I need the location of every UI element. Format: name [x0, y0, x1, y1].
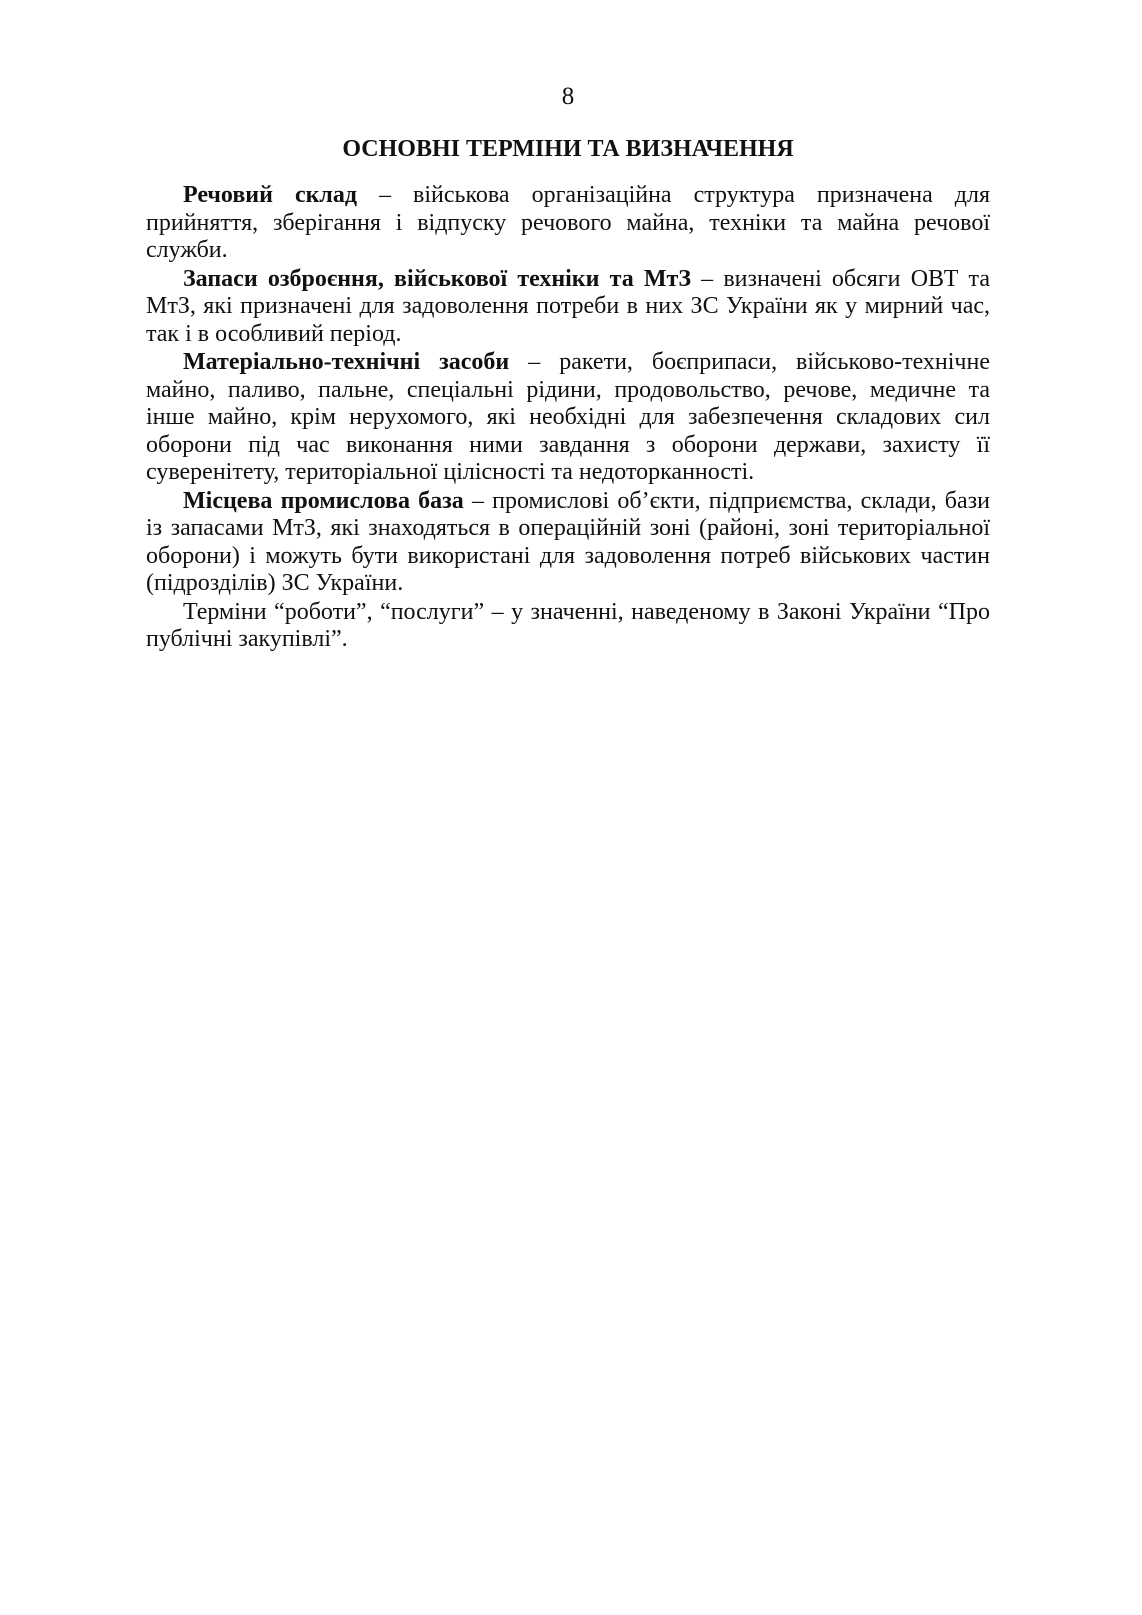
page-title: ОСНОВНІ ТЕРМІНИ ТА ВИЗНАЧЕННЯ — [342, 136, 794, 162]
definition-term: Речовий склад — [183, 182, 358, 208]
definition-text: – визначені обсяги ОВТ та МтЗ, які призначені для задоволення потреби в них ЗС України як у мирний час, так і в особливий період. — [146, 265, 990, 347]
definition-term: Матеріально-технічні засоби — [183, 349, 510, 375]
definition-text: – військова організаційна структура призначена для прийняття, зберігання і відпуску речового майна, техніки та майна речової служби. — [146, 182, 990, 263]
definition-text: – промислові об’єкти, підприємства, склади, бази із запасами МтЗ, які знаходяться в операційній зоні (районі, зоні територіальної оборони) і можуть бути використані для задоволення потреб військових частин (підрозділів) ЗС України. — [146, 487, 990, 596]
closing-paragraph: Терміни “роботи”, “послуги” – у значенні, наведеному в Законі України “Про публічні закупівлі”. — [146, 598, 990, 652]
definition-paragraph — [146, 266, 990, 349]
definition-paragraph — [146, 488, 990, 598]
definition-text: – ракети, боєприпаси, військово-технічне майно, паливо, пальне, спеціальні рідини, продовольство, речове, медичне та інше майно, крім нерухомого, які необхідні для забезпечення складових сил оборони під час виконання ними завдання з оборони держави, захисту її суверенітету, територіальної цілісності та недоторканності. — [146, 349, 990, 485]
definition-term: Місцева промислова база — [183, 487, 464, 514]
definition-paragraph — [146, 349, 990, 487]
definition-paragraph — [146, 182, 990, 265]
document-page — [146, 82, 990, 655]
page-number: 8 — [561, 83, 575, 110]
definition-term: Запаси озброєння, військової техніки та МтЗ — [183, 265, 691, 292]
